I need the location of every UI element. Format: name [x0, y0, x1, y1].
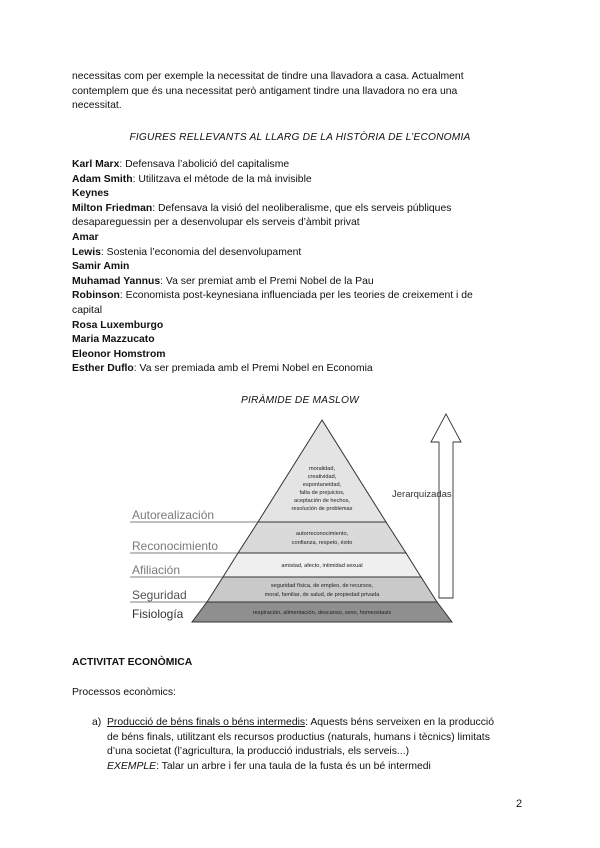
maslow-pyramid [120, 412, 480, 624]
processos-label: Processos econòmics: [72, 687, 176, 698]
tier-text: creatividad, [307, 474, 337, 480]
tier-text: falta de prejuicios, [299, 490, 345, 496]
figure-item: capital [72, 304, 103, 316]
figures-list [72, 158, 530, 377]
figure-item: desapareguessin per a desenvolupar els serveis d’àmbit privat [72, 217, 360, 229]
hierarchy-arrow-icon [431, 414, 461, 598]
tier-text: autorreconocimiento, [295, 531, 349, 537]
tier-text: espontaneidad, [302, 482, 342, 488]
list-marker: a) [92, 717, 102, 728]
page-number: 2 [516, 798, 523, 810]
term-underlined: Producció de béns finals o béns intermedis [107, 717, 306, 728]
intro-line: necessitas com per exemple la necessitat de tindre una llavadora a casa. Actualment [72, 71, 464, 82]
level-label-reconocimiento: Reconocimiento [132, 539, 219, 553]
list-item-a [92, 716, 532, 774]
maslow-title: PIRÀMIDE DE MASLOW [241, 395, 359, 406]
pyramid-tier-reconocimiento [238, 522, 406, 553]
list-line: Producció de béns finals o béns intermedis: Aquests béns serveixen en la producció [107, 717, 495, 728]
list-line: de béns finals, utilitzant els recursos productius (naturals, humans i tècnics) limitats [107, 731, 490, 743]
figure-item: Rosa Luxemburgo [72, 319, 164, 331]
list-line: d’una societat (l’agricultura, la producció industrials, els serveis...) [107, 746, 410, 758]
level-label-seguridad: Seguridad [132, 588, 187, 602]
intro-line: necessitat. [72, 100, 122, 112]
figure-item: Lewis: Sostenia l’economia del desenvolupament [72, 246, 302, 258]
figure-item: Amar [72, 231, 99, 243]
tier-text: respiración, alimentación, descanso, sexo, homeostasis [252, 610, 392, 616]
example-line: EXEMPLE: Talar un arbre i fer una taula de la fusta és un bé intermedi [107, 760, 431, 772]
tier-text: moralidad, [308, 466, 336, 472]
figure-item: Karl Marx: Defensava l’abolició del capitalisme [72, 159, 290, 170]
tier-text: amistad, afecto, intimidad sexual [281, 563, 363, 569]
tier-text: moral, familiar, de salud, de propiedad privada [264, 592, 380, 598]
figures-title: FIGURES RELLEVANTS AL LLARG DE LA HISTÒRIA DE L’ECONOMIA [129, 132, 471, 143]
tier-text: confianza, respeto, éxito [291, 540, 353, 546]
figure-item: Robinson: Economista post-keynesiana influenciada per les teories de creixement i de [72, 290, 473, 302]
pyramid-tier-seguridad [207, 577, 437, 602]
figure-item: Adam Smith: Utilitzava el mètode de la mà invisible [72, 173, 312, 185]
activitat-heading: ACTIVITAT ECONÒMICA [72, 657, 193, 668]
arrow-label: Jerarquizadas [392, 489, 452, 500]
intro-paragraph [72, 70, 530, 114]
figure-item: Keynes [72, 188, 109, 200]
intro-line: contemplem que és una necessitat però antigament tindre una llavadora no era una [72, 85, 458, 97]
level-label-afiliacion: Afiliación [132, 563, 181, 577]
figure-item: Esther Duflo: Va ser premiada amb el Premi Nobel en Economia [72, 363, 373, 375]
figure-item: Samir Amin [72, 261, 130, 273]
maslow-pyramid-figure [120, 412, 480, 624]
level-label-autorealizacion: Autorealización [132, 508, 215, 522]
example-label: EXEMPLE [107, 760, 157, 772]
figure-item: Maria Mazzucato [72, 334, 155, 346]
tier-text: seguridad física, de empleo, de recursos, [270, 583, 374, 589]
figure-item: Eleonor Homstrom [72, 348, 166, 360]
figure-item: Muhamad Yannus: Va ser premiat amb el Premi Nobel de la Pau [72, 275, 374, 287]
tier-text: resolución de problemas [291, 506, 353, 512]
level-label-fisiologia: Fisiología [132, 607, 184, 621]
tier-text: aceptación de hechos, [294, 498, 350, 504]
figure-item: Milton Friedman: Defensava la visió del neoliberalisme, que els serveis públiques [72, 202, 452, 214]
